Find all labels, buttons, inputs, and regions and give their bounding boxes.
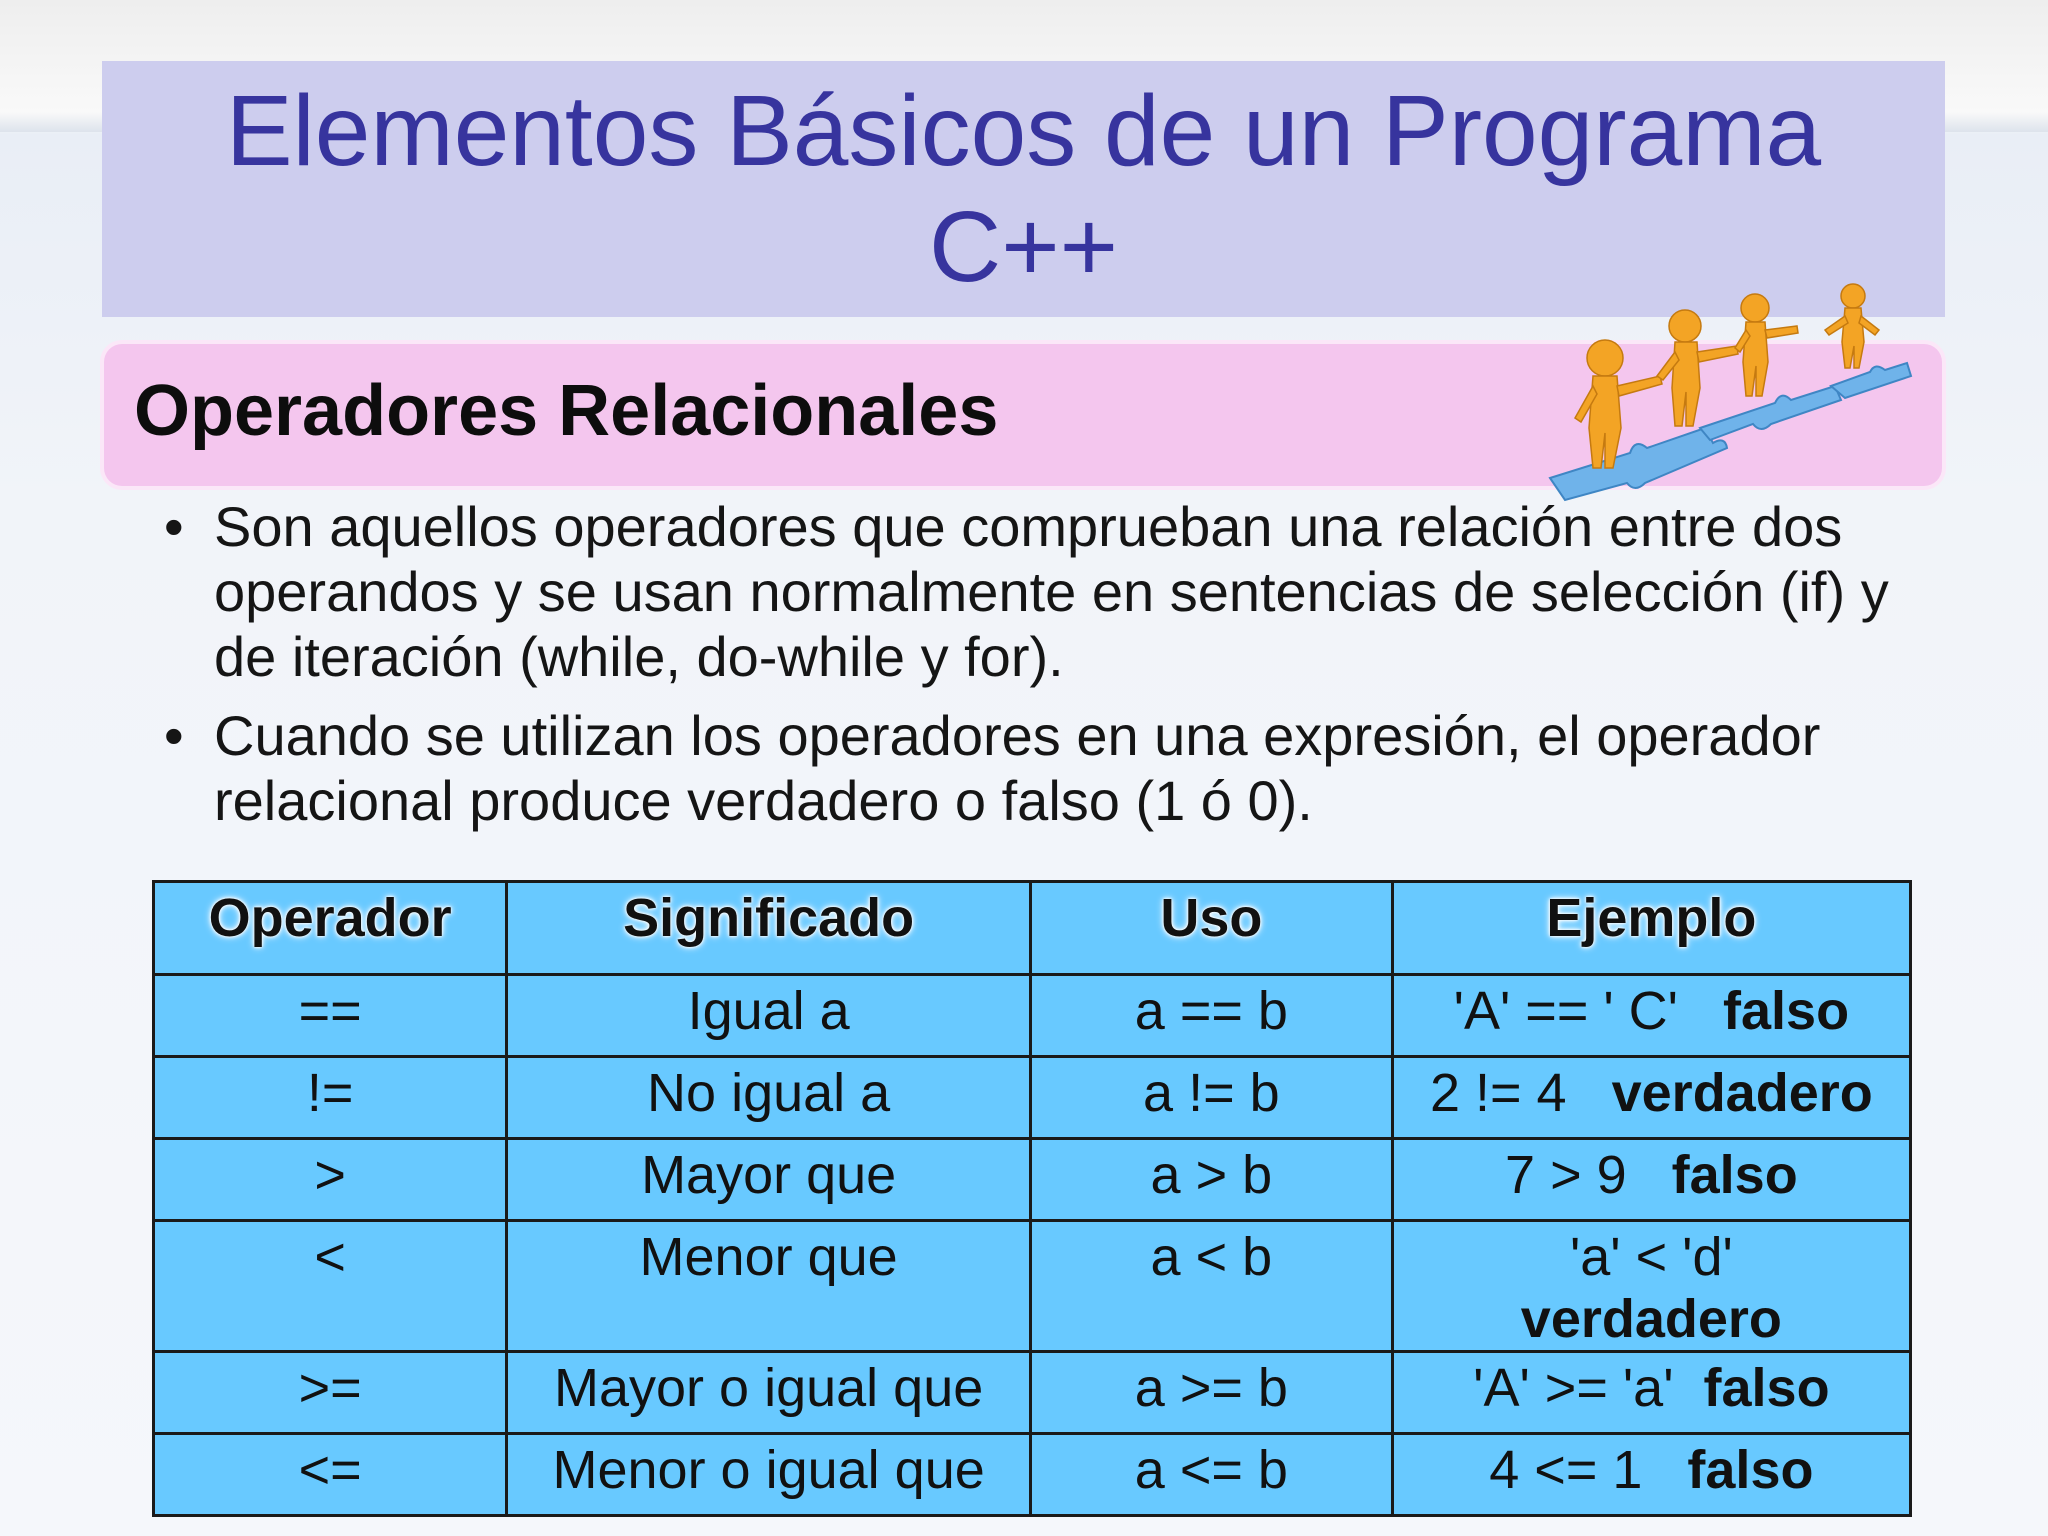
section-heading: Operadores Relacionales (134, 371, 999, 451)
header-operador: Operador (154, 882, 507, 975)
cell-uso: a != b (1030, 1057, 1392, 1139)
example-result: falso (1687, 1440, 1814, 1500)
example-result: verdadero (1520, 1289, 1782, 1349)
cell-significado: Menor que (507, 1221, 1031, 1352)
table-header-row (154, 882, 1911, 975)
example-result: falso (1703, 1358, 1830, 1418)
example-expression: 'A' == ' C' (1453, 981, 1678, 1041)
table-row (154, 1352, 1911, 1434)
cell-significado: Mayor que (507, 1139, 1031, 1221)
table-row (154, 1057, 1911, 1139)
table-row (154, 1434, 1911, 1516)
cell-ejemplo (1392, 975, 1910, 1057)
cell-uso: a < b (1030, 1221, 1392, 1352)
table-row (154, 1221, 1911, 1352)
slide-title-line-1: Elementos Básicos de un Programa (225, 75, 1822, 187)
example-expression: 'a' < 'd' (1569, 1227, 1733, 1287)
table-row (154, 1139, 1911, 1221)
table-row (154, 975, 1911, 1057)
cell-ejemplo (1392, 1434, 1910, 1516)
operators-table (152, 880, 1912, 1517)
example-result: falso (1671, 1145, 1798, 1205)
bullet-dot-icon: • (164, 704, 184, 767)
example-result: falso (1723, 981, 1850, 1041)
cell-operador: <= (154, 1434, 507, 1516)
cell-significado: Mayor o igual que (507, 1352, 1031, 1434)
cell-ejemplo (1392, 1352, 1910, 1434)
cell-significado: No igual a (507, 1057, 1031, 1139)
header-significado: Significado (507, 882, 1031, 975)
example-expression: 7 > 9 (1505, 1145, 1627, 1205)
header-uso: Uso (1030, 882, 1392, 975)
cell-uso: a == b (1030, 975, 1392, 1057)
cell-operador: == (154, 975, 507, 1057)
example-expression: 4 <= 1 (1489, 1440, 1643, 1500)
cell-operador: >= (154, 1352, 507, 1434)
bullet-list (160, 494, 1940, 847)
cell-significado: Igual a (507, 975, 1031, 1057)
puzzle-team-figures-icon (1535, 268, 1915, 503)
cell-ejemplo (1392, 1221, 1910, 1352)
example-result: verdadero (1611, 1063, 1873, 1123)
example-expression: 'A' >= 'a' (1473, 1358, 1674, 1418)
cell-ejemplo (1392, 1139, 1910, 1221)
cell-uso: a <= b (1030, 1434, 1392, 1516)
bullet-text: Cuando se utilizan los operadores en una expresión, el operador relacional produce verdadero o falso (1 ó 0). (214, 704, 1821, 832)
header-ejemplo: Ejemplo (1392, 882, 1910, 975)
cell-operador: < (154, 1221, 507, 1352)
slide-title-line-2: C++ (928, 191, 1118, 303)
bullet-item (160, 494, 1940, 689)
cell-operador: != (154, 1057, 507, 1139)
bullet-dot-icon: • (164, 495, 184, 558)
cell-significado: Menor o igual que (507, 1434, 1031, 1516)
cell-operador: > (154, 1139, 507, 1221)
cell-uso: a >= b (1030, 1352, 1392, 1434)
bullet-text: Son aquellos operadores que comprueban una relación entre dos operandos y se usan normalmente en sentencias de selección (if) y de iteración (while, do-while y for). (214, 495, 1889, 688)
example-expression: 2 != 4 (1429, 1063, 1567, 1123)
cell-uso: a > b (1030, 1139, 1392, 1221)
cell-ejemplo (1392, 1057, 1910, 1139)
bullet-item (160, 703, 1940, 833)
